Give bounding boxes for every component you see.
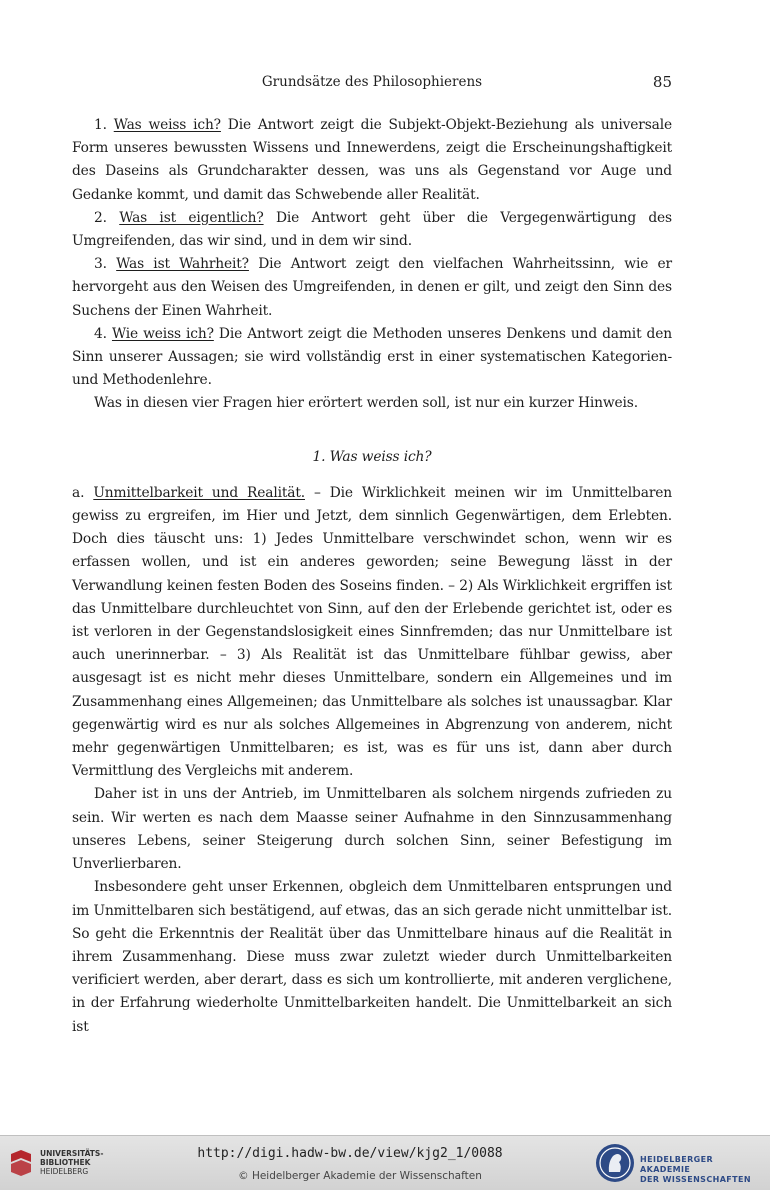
viewer-footer [0,1135,770,1190]
question-heading: Wie weiss ich? [111,325,214,342]
paragraph-question-2 [72,207,672,253]
paragraph-text: – Die Wirklichkeit meinen wir im Unmittelbaren gewiss zu ergreifen, im Hier und Jetzt, dem sinnlich Gegenwärtigen, dem Erlebten. Doch dies täuscht uns: 1) Jedes Unmittelbare verschwindet schon, wenn wir es erfassen wollen, und ist ein anderes geworden; seine Bewegung lässt in der Verwandlung keinen festen Boden des Soseins finden. – 2) Als Wirklichkeit ergriffen ist das Unmittelbare durchleuchtet von Sinn, auf den der Erlebende gerichtet ist, oder es ist verloren in der Gegenstandslosigkeit eines Sinnfremden; das nur Unmittelbare ist auch unerinnerbar. – 3) Als Realität ist das Unmittelbare fühlbar gewiss, aber ausgesagt ist es nicht mehr dieses Unmittelbare, sondern ein Allgemeines und im Zusammenhang eines Allgemeinen; das Unmittelbare als solches ist unaussagbar. Klar gegenwärtig wird es nur als solches Allgemeines in Abgrenzung von anderem, nicht mehr gegenwärtigen Unmittelbaren; es ist, was es für uns ist, dann aber durch Vermittlung des Vergleichs mit anderem. [72,484,673,780]
paragraph-insbesondere: Insbesondere geht unser Erkennen, obgleich dem Unmittelbaren entsprungen und im Unmittelbaren sich bestätigend, auf etwas, das an sich gerade nicht unmittelbar ist. So geht die Erkenntnis der Realität über das Unmittelbare hinaus auf die Realität in ihrem Zusammenhang. Diese muss zwar zuletzt wieder durch Unmittelbarkeiten verificiert werden, aber derart, dass es sich um kontrollierte, mit anderen verglichene, in der Erfahrung wiederholte Unmittelbarkeiten handelt. Die Unmittelbarkeit an sich ist [72,879,672,1035]
paragraph-summary: Was in diesen vier Fragen hier erörtert werden soll, ist nur ein kurzer Hinweis. [94,395,638,412]
item-number: 2. [94,209,120,226]
paragraph-text: Die Antwort zeigt die Subjekt-Objekt-Beziehung als universale Form unseres bewussten Wissens und Innewerdens, zeigt die Erscheinungshaftigkeit des Daseins als Grundcharakter dessen, was uns als Gegenstand vor Auge und Gedanke kommt, und damit das Schwebende aller Realität. [72,117,672,203]
academy-name-line: DER WISSENSCHAFTEN [640,1175,751,1184]
paragraph-daher: Daher ist in uns der Antrieb, im Unmittelbaren als solchem nirgends zufrieden zu sein. Wir werten es nach dem Maasse seiner Aufnahme in den Sinnzusammenhang unseres Lebens, seiner Steigerung durch solchen Sinn, seiner Befestigung im Unverlierbaren. [72,786,672,873]
academy-logo[interactable] [594,1142,766,1184]
paragraph-text: Die Antwort geht über die Vergegenwärtigung des Umgreifenden, das wir sind, und in dem wir sind. [72,209,672,250]
page-number: 85 [652,73,672,91]
paragraph-question-4 [72,323,672,393]
body-text [72,114,672,1039]
library-name-line: HEIDELBERG [40,1167,89,1176]
library-seal-icon [8,1148,34,1178]
question-heading: Was ist Wahrheit? [116,256,249,273]
section-title: 1. Was weiss ich? [312,448,432,465]
paragraph-text: Die Antwort zeigt den vielfachen Wahrheitssinn, wie er hervorgeht aus den Weisen des Umgreifenden, in denen er gilt, und zeigt den Sinn des Suchens der Einen Wahrheit. [72,256,672,319]
paragraph-a [72,482,672,784]
question-heading: Was ist eigentlich? [119,209,264,226]
item-label: a. [72,484,94,501]
item-number: 4. [94,325,112,342]
item-number: 3. [94,256,117,273]
copyright-notice: © Heidelberger Akademie der Wissenschaften [238,1170,482,1182]
paragraph-question-3 [72,253,672,323]
paragraph-question-1 [72,114,672,207]
university-library-logo[interactable] [8,1144,108,1182]
running-title: Grundsätze des Philosophierens [261,74,483,90]
library-name-line: BIBLIOTHEK [40,1158,91,1167]
item-number: 1. [94,117,114,133]
paragraph-text: Die Antwort zeigt die Methoden unseres Denkens und damit den Sinn unserer Aussagen; sie wird vollständig erst in einer systematischen Kategorien- und Methodenlehre. [72,325,672,389]
subsection-heading: Unmittelbarkeit und Realität. [93,484,305,501]
library-name-line: UNIVERSITÄTS- [40,1149,104,1158]
running-head [72,70,672,94]
academy-seal-icon [594,1142,636,1184]
permalink-url[interactable]: http://digi.hadw-bw.de/view/kjg2_1/0088 [197,1146,503,1161]
academy-name-line: HEIDELBERGER AKADEMIE [640,1155,714,1174]
question-heading: Was weiss ich? [113,117,221,133]
